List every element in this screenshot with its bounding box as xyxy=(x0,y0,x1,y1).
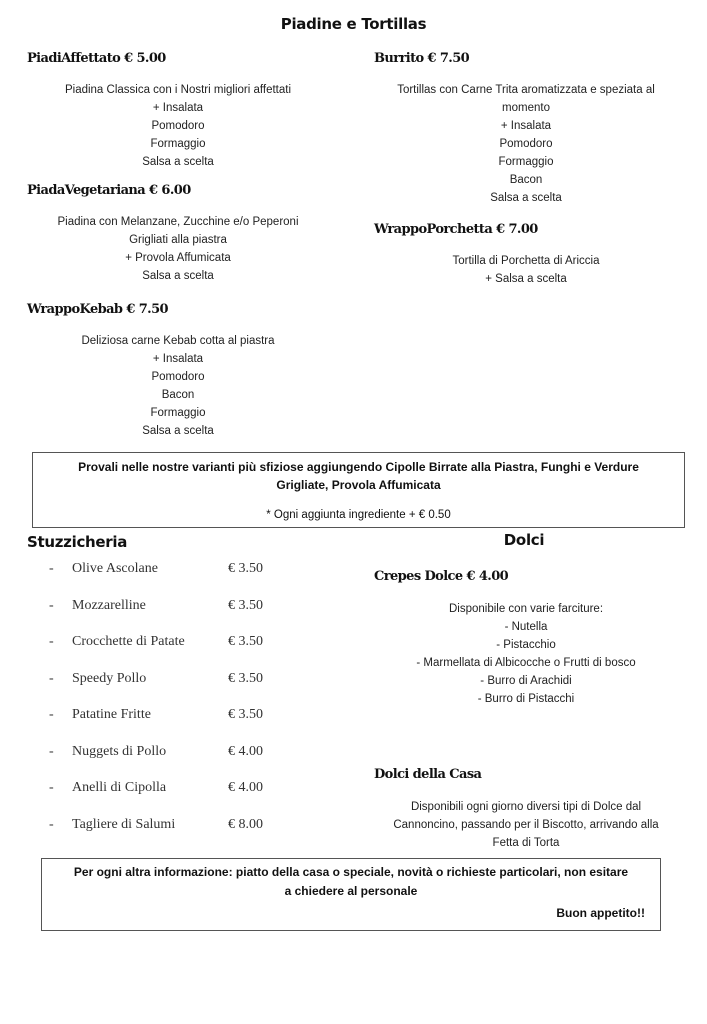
bullet-dash: - xyxy=(49,634,54,649)
description-line: Pomodoro xyxy=(499,138,553,150)
variants-line-2: Grigliate, Provola Affumicata xyxy=(276,478,441,492)
description-line: + Insalata xyxy=(152,102,204,114)
bullet-dash: - xyxy=(49,743,54,759)
item-price: € 3.50 xyxy=(228,597,263,613)
dish-description xyxy=(346,252,706,288)
description-line: - Burro di Arachidi xyxy=(480,675,572,687)
description-line: + Insalata xyxy=(152,353,204,365)
item-price: € 3.50 xyxy=(228,670,263,686)
section-title-stuzzicheria: Stuzzicheria xyxy=(27,533,128,551)
description-line: Bacon xyxy=(509,174,543,186)
dish-name: Burrito € 7.50 xyxy=(374,51,470,66)
description-line: - Marmellata di Albicocche o Frutti di bosco xyxy=(416,657,636,669)
description-line: Salsa a scelta xyxy=(142,270,214,282)
description-line: + Provola Affumicata xyxy=(125,252,231,264)
bullet-dash: - xyxy=(49,670,54,686)
description-line: - Nutella xyxy=(504,621,548,633)
description-line: Cannoncino, passando per il Biscotto, arrivando alla xyxy=(393,819,659,831)
description-line: Salsa a scelta xyxy=(142,425,214,437)
item-name: Speedy Pollo xyxy=(72,670,147,686)
description-line: + Salsa a scelta xyxy=(485,273,567,285)
description-line: Pomodoro xyxy=(151,371,205,383)
description-line: Piadina Classica con i Nostri migliori affettati xyxy=(64,84,292,96)
description-line: Disponibili ogni giorno diversi tipi di Dolce dal xyxy=(410,801,642,813)
info-line-2: a chiedere al personale xyxy=(284,884,418,898)
item-name: Crocchette di Patate xyxy=(72,634,185,649)
item-price: € 3.50 xyxy=(228,561,263,576)
bullet-dash: - xyxy=(49,816,54,832)
description-line: Formaggio xyxy=(150,138,206,150)
dish-name: WrappoPorchetta € 7.00 xyxy=(374,222,538,237)
item-price: € 8.00 xyxy=(228,816,263,832)
crepes-description xyxy=(356,600,696,708)
info-line-1: Per ogni altra informazione: piatto della casa o speciale, novità o richieste particolari, non esitare xyxy=(73,865,629,879)
dish-description xyxy=(0,81,358,171)
item-price: € 4.00 xyxy=(228,780,263,795)
description-line: Salsa a scelta xyxy=(490,192,562,204)
dish-description xyxy=(0,332,358,440)
item-name: Tagliere di Salumi xyxy=(72,816,176,832)
info-box xyxy=(41,858,661,931)
description-line: - Burro di Pistacchi xyxy=(477,693,575,705)
variants-box xyxy=(32,452,685,528)
description-line: Formaggio xyxy=(150,407,206,419)
dish-name: PiadaVegetariana € 6.00 xyxy=(27,183,191,198)
description-line: Tortilla di Porchetta di Ariccia xyxy=(452,255,600,267)
section-title-dolci: Dolci xyxy=(503,531,545,549)
description-line: - Pistacchio xyxy=(496,639,556,651)
description-line: Fetta di Torta xyxy=(492,837,560,849)
description-line: Deliziosa carne Kebab cotta al piastra xyxy=(81,335,275,347)
description-line: momento xyxy=(502,102,550,114)
bullet-dash: - xyxy=(49,597,54,613)
item-name: Anelli di Cipolla xyxy=(72,780,167,795)
description-line: + Insalata xyxy=(500,120,552,132)
description-line: Disponibile con varie farciture: xyxy=(448,603,604,615)
description-line: Salsa a scelta xyxy=(142,156,214,168)
dish-dolci-casa: Dolci della Casa xyxy=(374,767,482,782)
description-line: Pomodoro xyxy=(151,120,205,132)
dish-name: PiadiAffettato € 5.00 xyxy=(27,51,166,66)
description-line: Piadina con Melanzane, Zucchine e/o Peperoni xyxy=(57,216,299,228)
item-name: Nuggets di Pollo xyxy=(72,743,167,759)
item-name: Mozzarelline xyxy=(72,597,146,613)
description-line: Grigliati alla piastra xyxy=(129,234,227,246)
item-name: Patatine Fritte xyxy=(72,707,151,722)
description-line: Bacon xyxy=(161,389,195,401)
bullet-dash: - xyxy=(49,707,54,722)
variants-note: * Ogni aggiunta ingrediente + € 0.50 xyxy=(266,509,451,521)
item-price: € 3.50 xyxy=(228,634,263,649)
variants-line-1: Provali nelle nostre varianti più sfiziose aggiungendo Cipolle Birrate alla Piastra, Funghi e Verdure xyxy=(78,460,639,474)
dish-description xyxy=(0,213,358,285)
dolci-casa-description xyxy=(356,798,696,852)
bullet-dash: - xyxy=(49,780,54,795)
dish-description xyxy=(346,81,706,207)
dish-name: WrappoKebab € 7.50 xyxy=(27,302,168,317)
info-closing: Buon appetito!! xyxy=(556,906,645,920)
dish-crepes: Crepes Dolce € 4.00 xyxy=(374,569,509,584)
description-line: Formaggio xyxy=(498,156,554,168)
item-price: € 4.00 xyxy=(228,743,263,759)
item-name: Olive Ascolane xyxy=(72,561,158,576)
item-price: € 3.50 xyxy=(228,707,263,722)
section-title-piadine: Piadine e Tortillas xyxy=(280,15,427,33)
description-line: Tortillas con Carne Trita aromatizzata e speziata al xyxy=(397,84,655,96)
bullet-dash: - xyxy=(49,561,54,576)
